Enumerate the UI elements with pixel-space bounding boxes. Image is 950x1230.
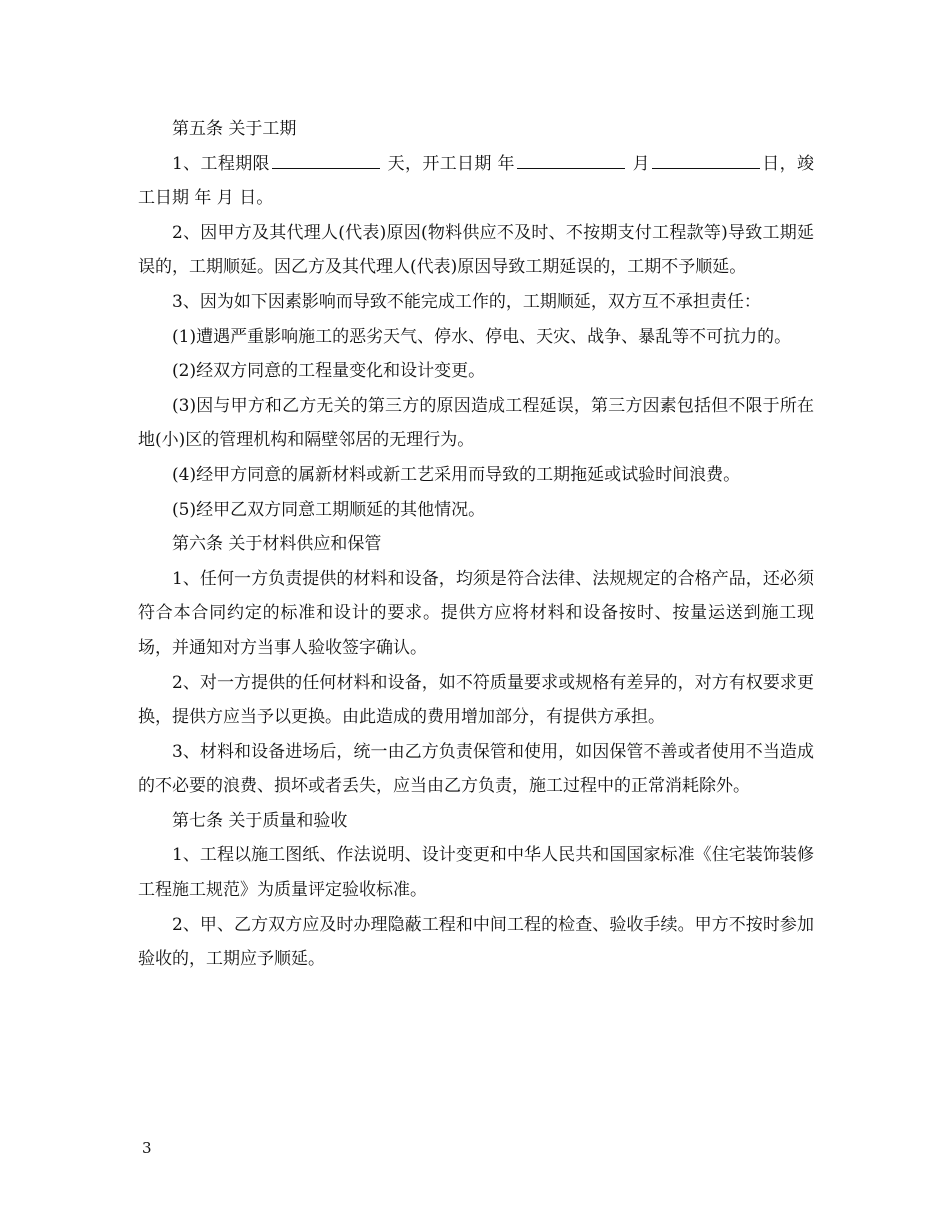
- article-6-clause-1: 1、任何一方负责提供的材料和设备，均须是符合法律、法规规定的合格产品，还必须符合本合同约定的标准和设计的要求。提供方应将材料和设备按时、按量运送到施工现场，并通知对方当事人验收签字确认。: [138, 568, 814, 658]
- article-5-clause-2: 2、因甲方及其代理人(代表)原因(物料供应不及时、不按期支付工程款等)导致工期延误的，工期顺延。因乙方及其代理人(代表)原因导致工期延误的，工期不予顺延。: [138, 222, 814, 278]
- article-7-heading: 第七条 关于质量和验收: [172, 810, 348, 831]
- duration-blank: [272, 150, 380, 169]
- clause-1-text-c: 月: [626, 153, 650, 174]
- article-6-clause-2: 2、对一方提供的任何材料和设备，如不符质量要求或规格有差异的，对方有权要求更换，提供方应当予以更换。由此造成的费用增加部分，有提供方承担。: [138, 672, 814, 728]
- article-5-clause-1: [138, 147, 814, 216]
- article-6-clause-3: 3、材料和设备进场后，统一由乙方负责保管和使用，如因保管不善或者使用不当造成的不必要的浪费、损坏或者丢失，应当由乙方负责，施工过程中的正常消耗除外。: [138, 741, 814, 797]
- article-5-item-2: (2)经双方同意的工程量变化和设计变更。: [172, 361, 486, 382]
- clause-1-text-d: 日，竣工日期 年 月 日。: [138, 153, 814, 209]
- start-year-blank: [517, 150, 625, 169]
- document-body: [138, 112, 814, 977]
- article-5-item-5: (5)经甲乙双方同意工期顺延的其他情况。: [172, 499, 486, 520]
- clause-1-text-a: 1、工程期限: [172, 153, 270, 174]
- article-7-clause-2: 2、甲、乙方双方应及时办理隐蔽工程和中间工程的检查、验收手续。甲方不按时参加验收的，工期应予顺延。: [138, 914, 814, 970]
- article-7-clause-1: 1、工程以施工图纸、作法说明、设计变更和中华人民共和国国家标准《住宅装饰装修工程施工规范》为质量评定验收标准。: [138, 845, 814, 901]
- article-6-heading: 第六条 关于材料供应和保管: [172, 534, 382, 555]
- clause-1-text-b: 天，开工日期 年: [381, 153, 515, 174]
- article-5-item-3: (3)因与甲方和乙方无关的第三方的原因造成工程延误，第三方因素包括但不限于所在地(小)区的管理机构和隔壁邻居的无理行为。: [138, 395, 814, 451]
- article-5-heading: 第五条 关于工期: [172, 119, 297, 139]
- article-5-item-1: (1)遭遇严重影响施工的恶劣天气、停水、停电、天灾、战争、暴乱等不可抗力的。: [172, 326, 792, 347]
- start-month-blank: [652, 150, 760, 169]
- article-5-clause-3: 3、因为如下因素影响而导致不能完成工作的，工期顺延，双方互不承担责任：: [172, 291, 761, 312]
- page-number: 3: [142, 1139, 152, 1157]
- article-5-item-4: (4)经甲方同意的属新材料或新工艺采用而导致的工期拖延或试验时间浪费。: [172, 464, 741, 485]
